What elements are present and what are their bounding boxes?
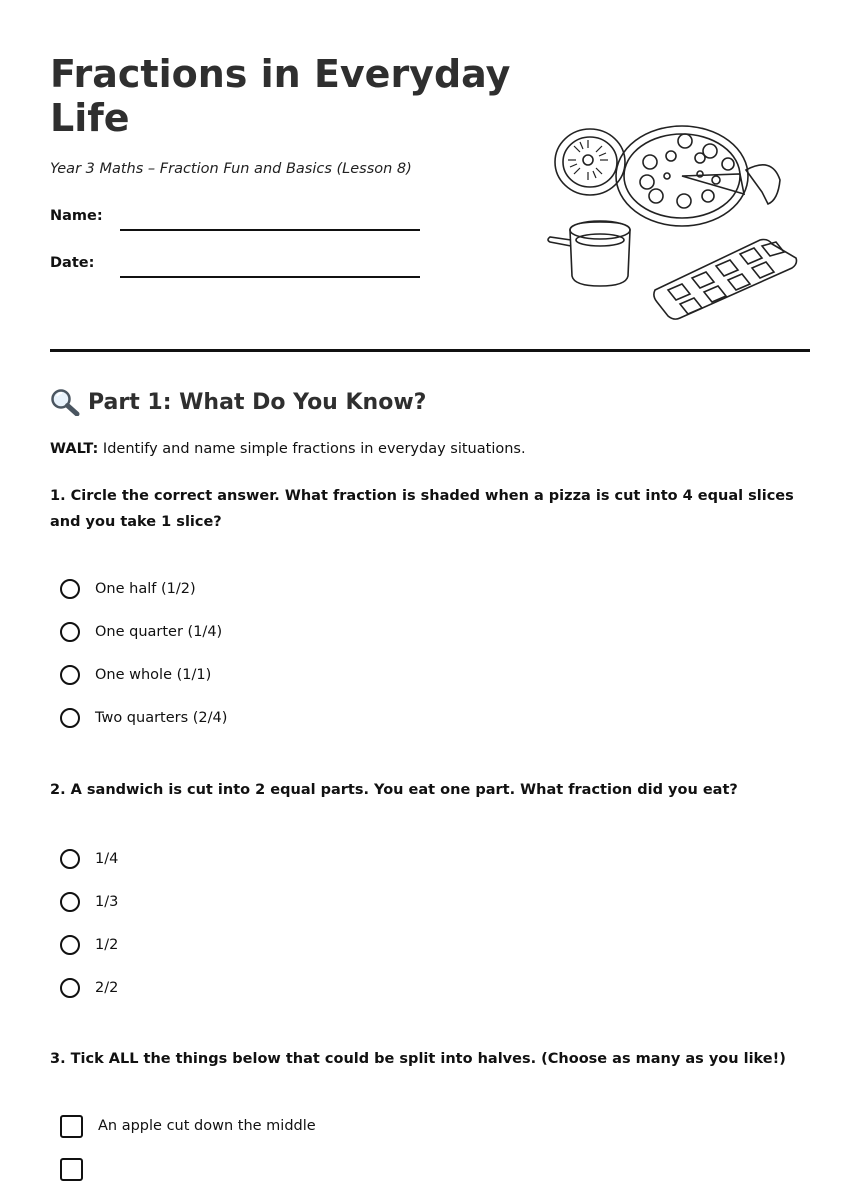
q1-option-d[interactable] [60,705,227,731]
q2-option-b[interactable] [60,889,118,915]
radio-button[interactable] [60,935,80,955]
radio-button[interactable] [60,892,80,912]
part1-heading [50,388,426,416]
pizza-icon [616,126,780,226]
worksheet-subtitle: Year 3 Maths – Fraction Fun and Basics (Lesson 8) [50,161,412,177]
name-field[interactable] [50,200,422,230]
date-label: Date: [50,255,95,271]
q2-option-a[interactable] [60,846,118,872]
q1-option-a[interactable] [60,576,196,602]
checkbox[interactable] [60,1115,83,1138]
option-label: 1/4 [95,851,119,867]
option-label: One quarter (1/4) [95,624,223,640]
kiwi-icon [555,129,625,195]
q3-option-b[interactable] [60,1156,98,1182]
option-label: One half (1/2) [95,581,196,597]
q1-option-b[interactable] [60,619,222,645]
question-1: 1. Circle the correct answer. What fraction is shaded when a pizza is cut into 4 equal slices and you take 1 slice? [50,488,794,530]
name-line[interactable] [120,229,420,231]
q2-option-c[interactable] [60,932,118,958]
option-label: 1/2 [95,937,119,953]
question-2: 2. A sandwich is cut into 2 equal parts. You eat one part. What fraction did you eat? [50,782,738,798]
worksheet-title: Fractions in Everyday Life [50,52,511,140]
radio-button[interactable] [60,622,80,642]
walt-text: Identify and name simple fractions in everyday situations. [98,441,526,457]
q2-option-d[interactable] [60,975,118,1001]
part1-heading-text: Part 1: What Do You Know? [88,389,427,415]
walt-label: WALT: [50,441,99,457]
option-label: An apple cut down the middle [98,1118,316,1134]
chocolate-bar-icon [654,240,797,320]
option-label: Two quarters (2/4) [95,710,228,726]
radio-button[interactable] [60,849,80,869]
q3-option-a[interactable] [60,1113,316,1139]
option-label: 1/3 [95,894,119,910]
question-3: 3. Tick ALL the things below that could be split into halves. (Choose as many as you like!) [50,1051,786,1067]
radio-button[interactable] [60,708,80,728]
radio-button[interactable] [60,579,80,599]
date-line[interactable] [120,276,420,278]
radio-button[interactable] [60,978,80,998]
option-label: 2/2 [95,980,119,996]
mug-icon [548,221,630,286]
option-label: One whole (1/1) [95,667,212,683]
section-divider [50,349,810,352]
radio-button[interactable] [60,665,80,685]
food-fractions-illustration [540,118,802,328]
date-field[interactable] [50,247,422,277]
q1-option-c[interactable] [60,662,211,688]
magnifying-glass-icon [50,388,80,416]
walt-statement [50,441,526,457]
name-label: Name: [50,208,103,224]
